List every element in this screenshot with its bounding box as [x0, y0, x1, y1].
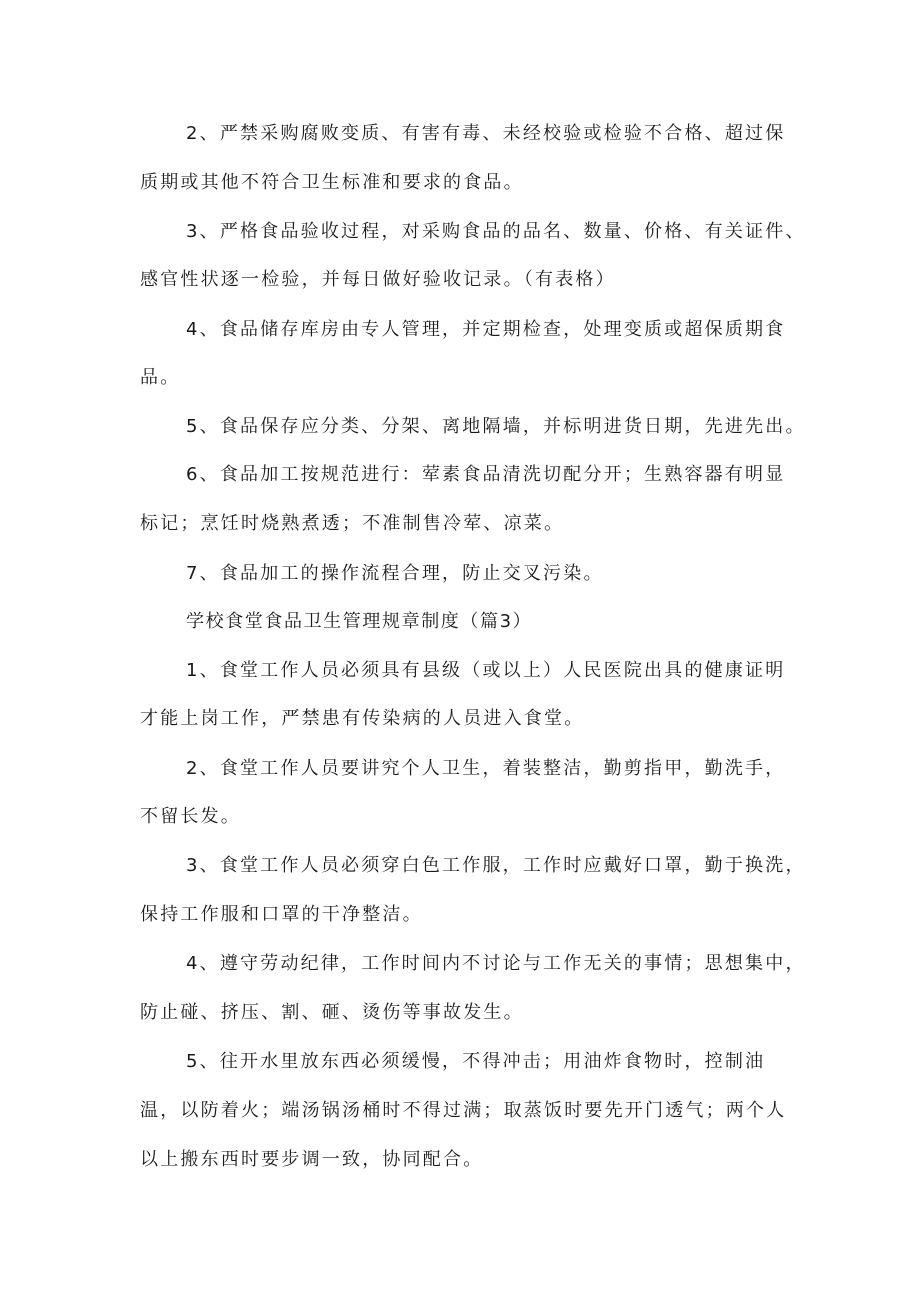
sec3-rule-5-line-3: 以上搬东西时要步调一致，协同配合。	[140, 1149, 484, 1170]
sec3-rule-5-line-2: 温，以防着火；端汤锅汤桶时不得过满；取蒸饭时要先开门透气；两个人	[140, 1100, 787, 1121]
section-heading: 学校食堂食品卫生管理规章制度（篇3）	[186, 611, 533, 632]
rule-4-line-2: 品。	[140, 367, 181, 388]
rule-2-line-2: 质期或其他不符合卫生标准和要求的食品。	[140, 172, 524, 193]
sec3-rule-1-line-1: 1、食堂工作人员必须具有县级（或以上）人民医院出具的健康证明	[186, 660, 786, 681]
sec3-rule-4-line-1: 4、遵守劳动纪律，工作时间内不讨论与工作无关的事情；思想集中，	[186, 953, 806, 974]
rule-5-line-1: 5、食品保存应分类、分架、离地隔墙，并标明进货日期，先进先出。	[186, 416, 806, 437]
rule-2-line-1: 2、严禁采购腐败变质、有害有毒、未经校验或检验不合格、超过保	[186, 123, 786, 144]
rule-3-line-1: 3、严格食品验收过程，对采购食品的品名、数量、价格、有关证件、	[186, 221, 806, 242]
sec3-rule-4-line-2: 防止碰、挤压、割、砸、烫伤等事故发生。	[140, 1002, 524, 1023]
rule-3-line-2: 感官性状逐一检验，并每日做好验收记录。（有表格）	[140, 269, 616, 290]
sec3-rule-3-line-2: 保持工作服和口罩的干净整洁。	[140, 904, 423, 925]
rule-4-line-1: 4、食品储存库房由专人管理，并定期检查，处理变质或超保质期食	[186, 319, 786, 340]
sec3-rule-1-line-2: 才能上岗工作，严禁患有传染病的人员进入食堂。	[140, 708, 585, 729]
sec3-rule-2-line-2: 不留长发。	[140, 806, 241, 827]
sec3-rule-3-line-1: 3、食堂工作人员必须穿白色工作服，工作时应戴好口罩，勤于换洗，	[186, 855, 806, 876]
rule-7-line-1: 7、食品加工的操作流程合理，防止交叉污染。	[186, 563, 604, 584]
rule-6-line-2: 标记；烹饪时烧熟煮透；不准制售冷荤、凉菜。	[140, 513, 565, 534]
rule-6-line-1: 6、食品加工按规范进行：荤素食品清洗切配分开；生熟容器有明显	[186, 464, 786, 485]
sec3-rule-5-line-1: 5、往开水里放东西必须缓慢，不得冲击；用油炸食物时，控制油	[186, 1051, 766, 1072]
sec3-rule-2-line-1: 2、食堂工作人员要讲究个人卫生，着装整洁，勤剪指甲，勤洗手，	[186, 758, 786, 779]
